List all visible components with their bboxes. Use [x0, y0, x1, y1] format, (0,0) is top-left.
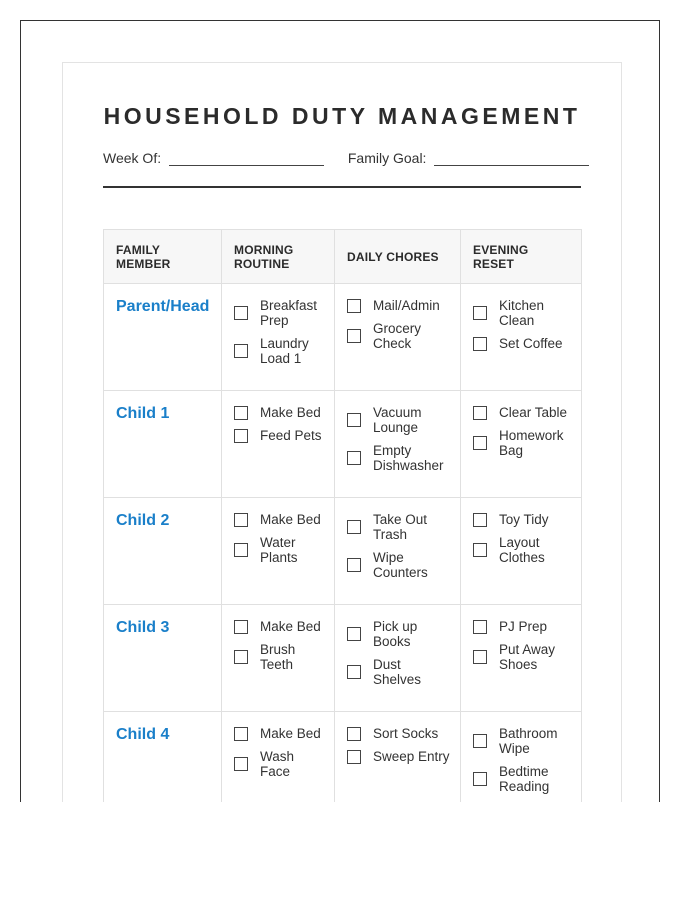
duty-table: [103, 229, 582, 802]
task-checkbox[interactable]: [473, 734, 487, 748]
task-label: PJ Prep: [499, 619, 548, 634]
task-label: Bedtime Reading: [499, 764, 550, 794]
member-cell: [104, 712, 222, 803]
task-label: Sweep Entry: [373, 749, 450, 764]
task-label: Breakfast Prep: [260, 298, 318, 328]
evening-cell: [461, 284, 582, 391]
task-item: [347, 657, 452, 687]
task-checkbox[interactable]: [234, 429, 248, 443]
task-item: [234, 512, 326, 527]
task-label: Layout Clothes: [499, 535, 545, 565]
task-label: Grocery Check: [373, 321, 422, 351]
task-item: [347, 298, 452, 313]
task-checkbox[interactable]: [473, 406, 487, 420]
task-label: Wash Face: [260, 749, 295, 779]
chore-sheet: [62, 62, 622, 802]
table-row: [104, 712, 582, 803]
page-title: HOUSEHOLD DUTY MANAGEMENT: [103, 103, 581, 129]
task-item: [234, 642, 326, 672]
chores-cell: [335, 391, 461, 498]
header-divider: [103, 186, 581, 188]
task-label: Pick up Books: [373, 619, 418, 649]
table-row: [104, 284, 582, 391]
task-item: [473, 619, 573, 634]
chores-cell: [335, 712, 461, 803]
task-checkbox[interactable]: [347, 727, 361, 741]
task-label: Make Bed: [260, 512, 321, 527]
task-item: [347, 726, 452, 741]
task-label: Mail/Admin: [373, 298, 440, 313]
task-label: Put Away Shoes: [499, 642, 556, 672]
task-label: Laundry Load 1: [260, 336, 309, 366]
task-checkbox[interactable]: [473, 513, 487, 527]
task-item: [234, 619, 326, 634]
chores-cell: [335, 284, 461, 391]
evening-cell: [461, 605, 582, 712]
task-item: [234, 298, 326, 328]
task-checkbox[interactable]: [234, 620, 248, 634]
member-name: Parent/Head: [116, 298, 210, 315]
table-header-row: [104, 230, 582, 284]
table-row: [104, 605, 582, 712]
member-name: Child 2: [116, 512, 170, 529]
task-label: Make Bed: [260, 405, 321, 420]
morning-cell: [222, 605, 335, 712]
task-checkbox[interactable]: [347, 413, 361, 427]
task-item: [234, 336, 326, 366]
task-label: Take Out Trash: [373, 512, 428, 542]
task-checkbox[interactable]: [347, 558, 361, 572]
table-row: [104, 391, 582, 498]
task-item: [347, 550, 452, 580]
task-label: Sort Socks: [373, 726, 439, 741]
task-item: [347, 405, 452, 435]
task-checkbox[interactable]: [473, 620, 487, 634]
task-item: [473, 535, 573, 565]
family-goal-field: [348, 150, 589, 166]
task-label: Wipe Counters: [373, 550, 428, 580]
table-row: [104, 498, 582, 605]
task-checkbox[interactable]: [473, 436, 487, 450]
column-header-daily-chores: DAILY CHORES: [335, 230, 461, 284]
evening-cell: [461, 712, 582, 803]
week-of-blank[interactable]: [169, 151, 324, 166]
task-checkbox[interactable]: [234, 650, 248, 664]
task-item: [347, 512, 452, 542]
task-label: Make Bed: [260, 726, 321, 741]
task-item: [234, 535, 326, 565]
task-label: Water Plants: [260, 535, 298, 565]
task-label: Dust Shelves: [373, 657, 422, 687]
member-cell: [104, 498, 222, 605]
task-item: [473, 428, 573, 458]
task-label: Brush Teeth: [260, 642, 296, 672]
chores-cell: [335, 605, 461, 712]
task-item: [347, 619, 452, 649]
family-goal-blank[interactable]: [434, 151, 589, 166]
task-item: [473, 405, 573, 420]
task-label: Toy Tidy: [499, 512, 549, 527]
task-checkbox[interactable]: [234, 543, 248, 557]
member-name: Child 1: [116, 405, 170, 422]
task-checkbox[interactable]: [347, 750, 361, 764]
task-checkbox[interactable]: [234, 727, 248, 741]
task-checkbox[interactable]: [234, 513, 248, 527]
task-checkbox[interactable]: [473, 337, 487, 351]
task-checkbox[interactable]: [347, 520, 361, 534]
task-checkbox[interactable]: [347, 299, 361, 313]
task-item: [473, 512, 573, 527]
task-item: [234, 749, 326, 779]
morning-cell: [222, 284, 335, 391]
morning-cell: [222, 712, 335, 803]
task-checkbox[interactable]: [347, 627, 361, 641]
task-checkbox[interactable]: [347, 451, 361, 465]
task-checkbox[interactable]: [234, 757, 248, 771]
family-goal-label: Family Goal:: [347, 150, 427, 166]
morning-cell: [222, 498, 335, 605]
task-checkbox[interactable]: [473, 650, 487, 664]
task-label: Set Coffee: [499, 336, 563, 351]
document-frame: [20, 20, 660, 802]
task-checkbox[interactable]: [473, 306, 487, 320]
task-item: [347, 321, 452, 351]
task-checkbox[interactable]: [234, 406, 248, 420]
morning-cell: [222, 391, 335, 498]
member-name: Child 3: [116, 619, 170, 636]
task-item: [473, 726, 573, 756]
task-item: [347, 443, 452, 473]
task-item: [473, 642, 573, 672]
task-label: Vacuum Lounge: [373, 405, 422, 435]
task-checkbox[interactable]: [473, 772, 487, 786]
meta-row: [103, 150, 583, 166]
task-item: [234, 405, 326, 420]
task-label: Kitchen Clean: [499, 298, 545, 328]
task-label: Clear Table: [499, 405, 568, 420]
task-label: Empty Dishwasher: [373, 443, 444, 473]
task-item: [473, 298, 573, 328]
task-item: [234, 726, 326, 741]
task-checkbox[interactable]: [347, 665, 361, 679]
task-label: Bathroom Wipe: [499, 726, 558, 756]
member-cell: [104, 391, 222, 498]
evening-cell: [461, 498, 582, 605]
task-label: Feed Pets: [260, 428, 322, 443]
task-item: [347, 749, 452, 764]
week-of-label: Week Of:: [103, 150, 162, 166]
chores-cell: [335, 498, 461, 605]
evening-cell: [461, 391, 582, 498]
task-label: Homework Bag: [499, 428, 564, 458]
task-checkbox[interactable]: [347, 329, 361, 343]
task-label: Make Bed: [260, 619, 321, 634]
column-header-morning-routine: MORNING ROUTINE: [222, 230, 335, 284]
task-item: [473, 336, 573, 351]
task-item: [473, 764, 573, 794]
column-header-evening-reset: EVENING RESET: [461, 230, 582, 284]
task-item: [234, 428, 326, 443]
member-cell: [104, 284, 222, 391]
member-name: Child 4: [116, 726, 170, 743]
member-cell: [104, 605, 222, 712]
week-of-field: [103, 150, 324, 166]
task-checkbox[interactable]: [234, 344, 248, 358]
task-checkbox[interactable]: [234, 306, 248, 320]
column-header-family-member: FAMILY MEMBER: [104, 230, 222, 284]
task-checkbox[interactable]: [473, 543, 487, 557]
